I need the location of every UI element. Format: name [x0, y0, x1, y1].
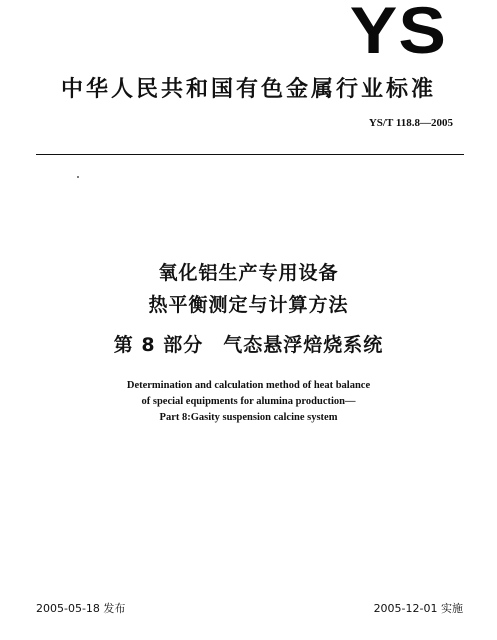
english-title-line-2: of special equipments for alumina production—	[141, 396, 356, 407]
chinese-title-line-3: 第 8 部分 气态悬浮焙烧系统	[113, 334, 384, 356]
english-title-line-1: Determination and calculation method of heat balance	[126, 380, 371, 391]
industry-standard-title: 中华人民共和国有色金属行业标准	[60, 77, 436, 102]
issue-date: 2005-05-18 发布	[36, 602, 126, 615]
ys-logo: YS	[349, 0, 447, 67]
standard-code: YS/T 118.8—2005	[368, 117, 453, 129]
chinese-title-line-1: 氧化铝生产专用设备	[158, 262, 339, 284]
chinese-title-line-2: 热平衡测定与计算方法	[148, 294, 349, 316]
stray-dot	[77, 176, 79, 178]
header-divider	[36, 154, 464, 155]
english-title-line-3: Part 8:Gasity suspension calcine system	[159, 412, 338, 423]
implementation-date: 2005-12-01 实施	[373, 602, 463, 615]
